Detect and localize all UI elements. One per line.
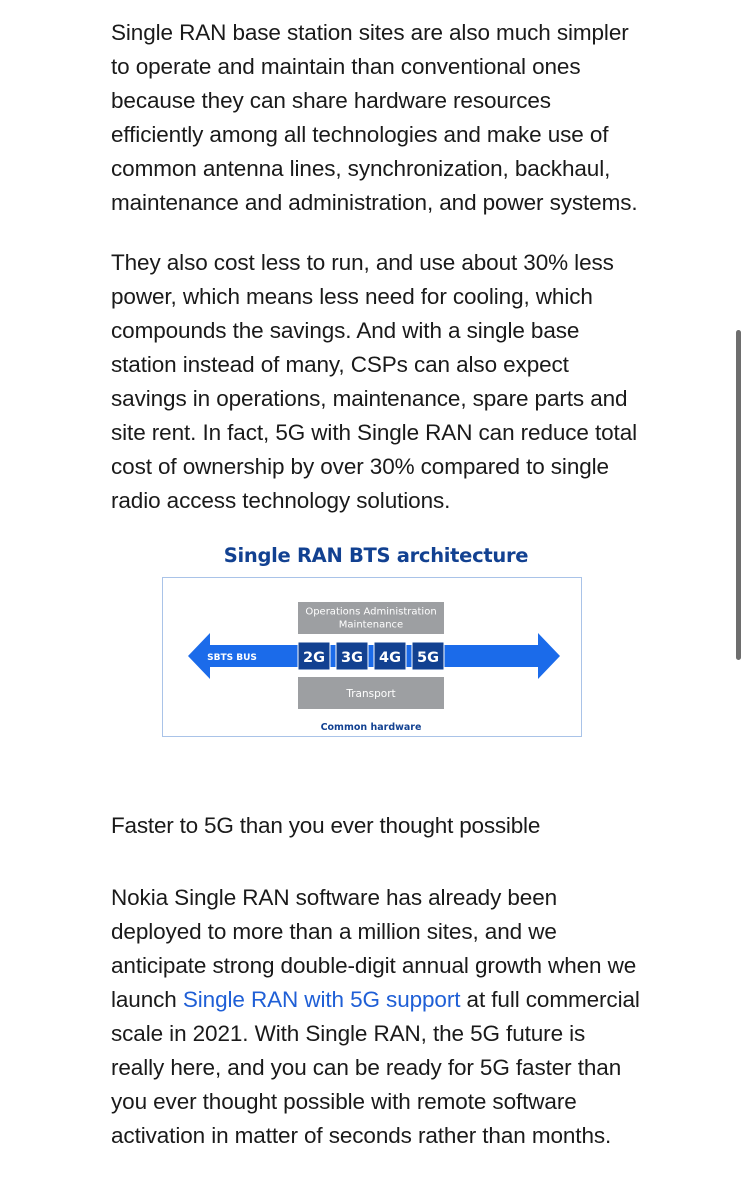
- figure-title: Single RAN BTS architecture: [223, 544, 529, 567]
- architecture-figure: [111, 544, 641, 749]
- oam-label-line2: Maintenance: [338, 619, 404, 631]
- tech-label-3g: 3G: [341, 650, 363, 666]
- paragraph-deployment: [111, 881, 641, 1153]
- single-ran-5g-link[interactable]: Single RAN with 5G support: [182, 987, 461, 1012]
- architecture-diagram: [162, 577, 582, 737]
- tech-label-5g: 5G: [417, 650, 439, 666]
- paragraph-deployment-text-2: at full commercial scale in 2021. With Single RAN, the 5G future is really here, and you can be ready for 5G faster than you ever thought possible with remote software activation in matter of seconds rather than months.: [111, 987, 640, 1148]
- tech-label-2g: 2G: [303, 650, 325, 666]
- article-body: [111, 16, 641, 1179]
- tech-label-4g: 4G: [379, 650, 401, 666]
- sbts-bus-label: SBTS BUS: [207, 653, 257, 663]
- scrollbar-thumb[interactable]: [736, 330, 741, 660]
- common-hardware-label: Common hardware: [320, 722, 422, 733]
- section-heading: Faster to 5G than you ever thought possible: [111, 813, 541, 838]
- transport-label: Transport: [346, 688, 396, 700]
- paragraph-deployment-text-1: Nokia Single RAN software has already been deployed to more than a million sites, and we anticipate strong double-digit annual growth when we launch: [111, 885, 637, 1012]
- oam-label-line1: Operations Administration: [305, 606, 437, 618]
- paragraph-single-ran-sites: Single RAN base station sites are also much simpler to operate and maintain than conventional ones because they can share hardware resources efficiently among all technologies and make use of common antenna lines, synchronization, backhaul, maintenance and administration, and power systems.: [111, 20, 638, 215]
- paragraph-cost-savings: They also cost less to run, and use about 30% less power, which means less need for cooling, which compounds the savings. And with a single base station instead of many, CSPs can also expect savings in operations, maintenance, spare parts and site rent. In fact, 5G with Single RAN can reduce total cost of ownership by over 30% compared to single radio access technology solutions.: [111, 250, 638, 513]
